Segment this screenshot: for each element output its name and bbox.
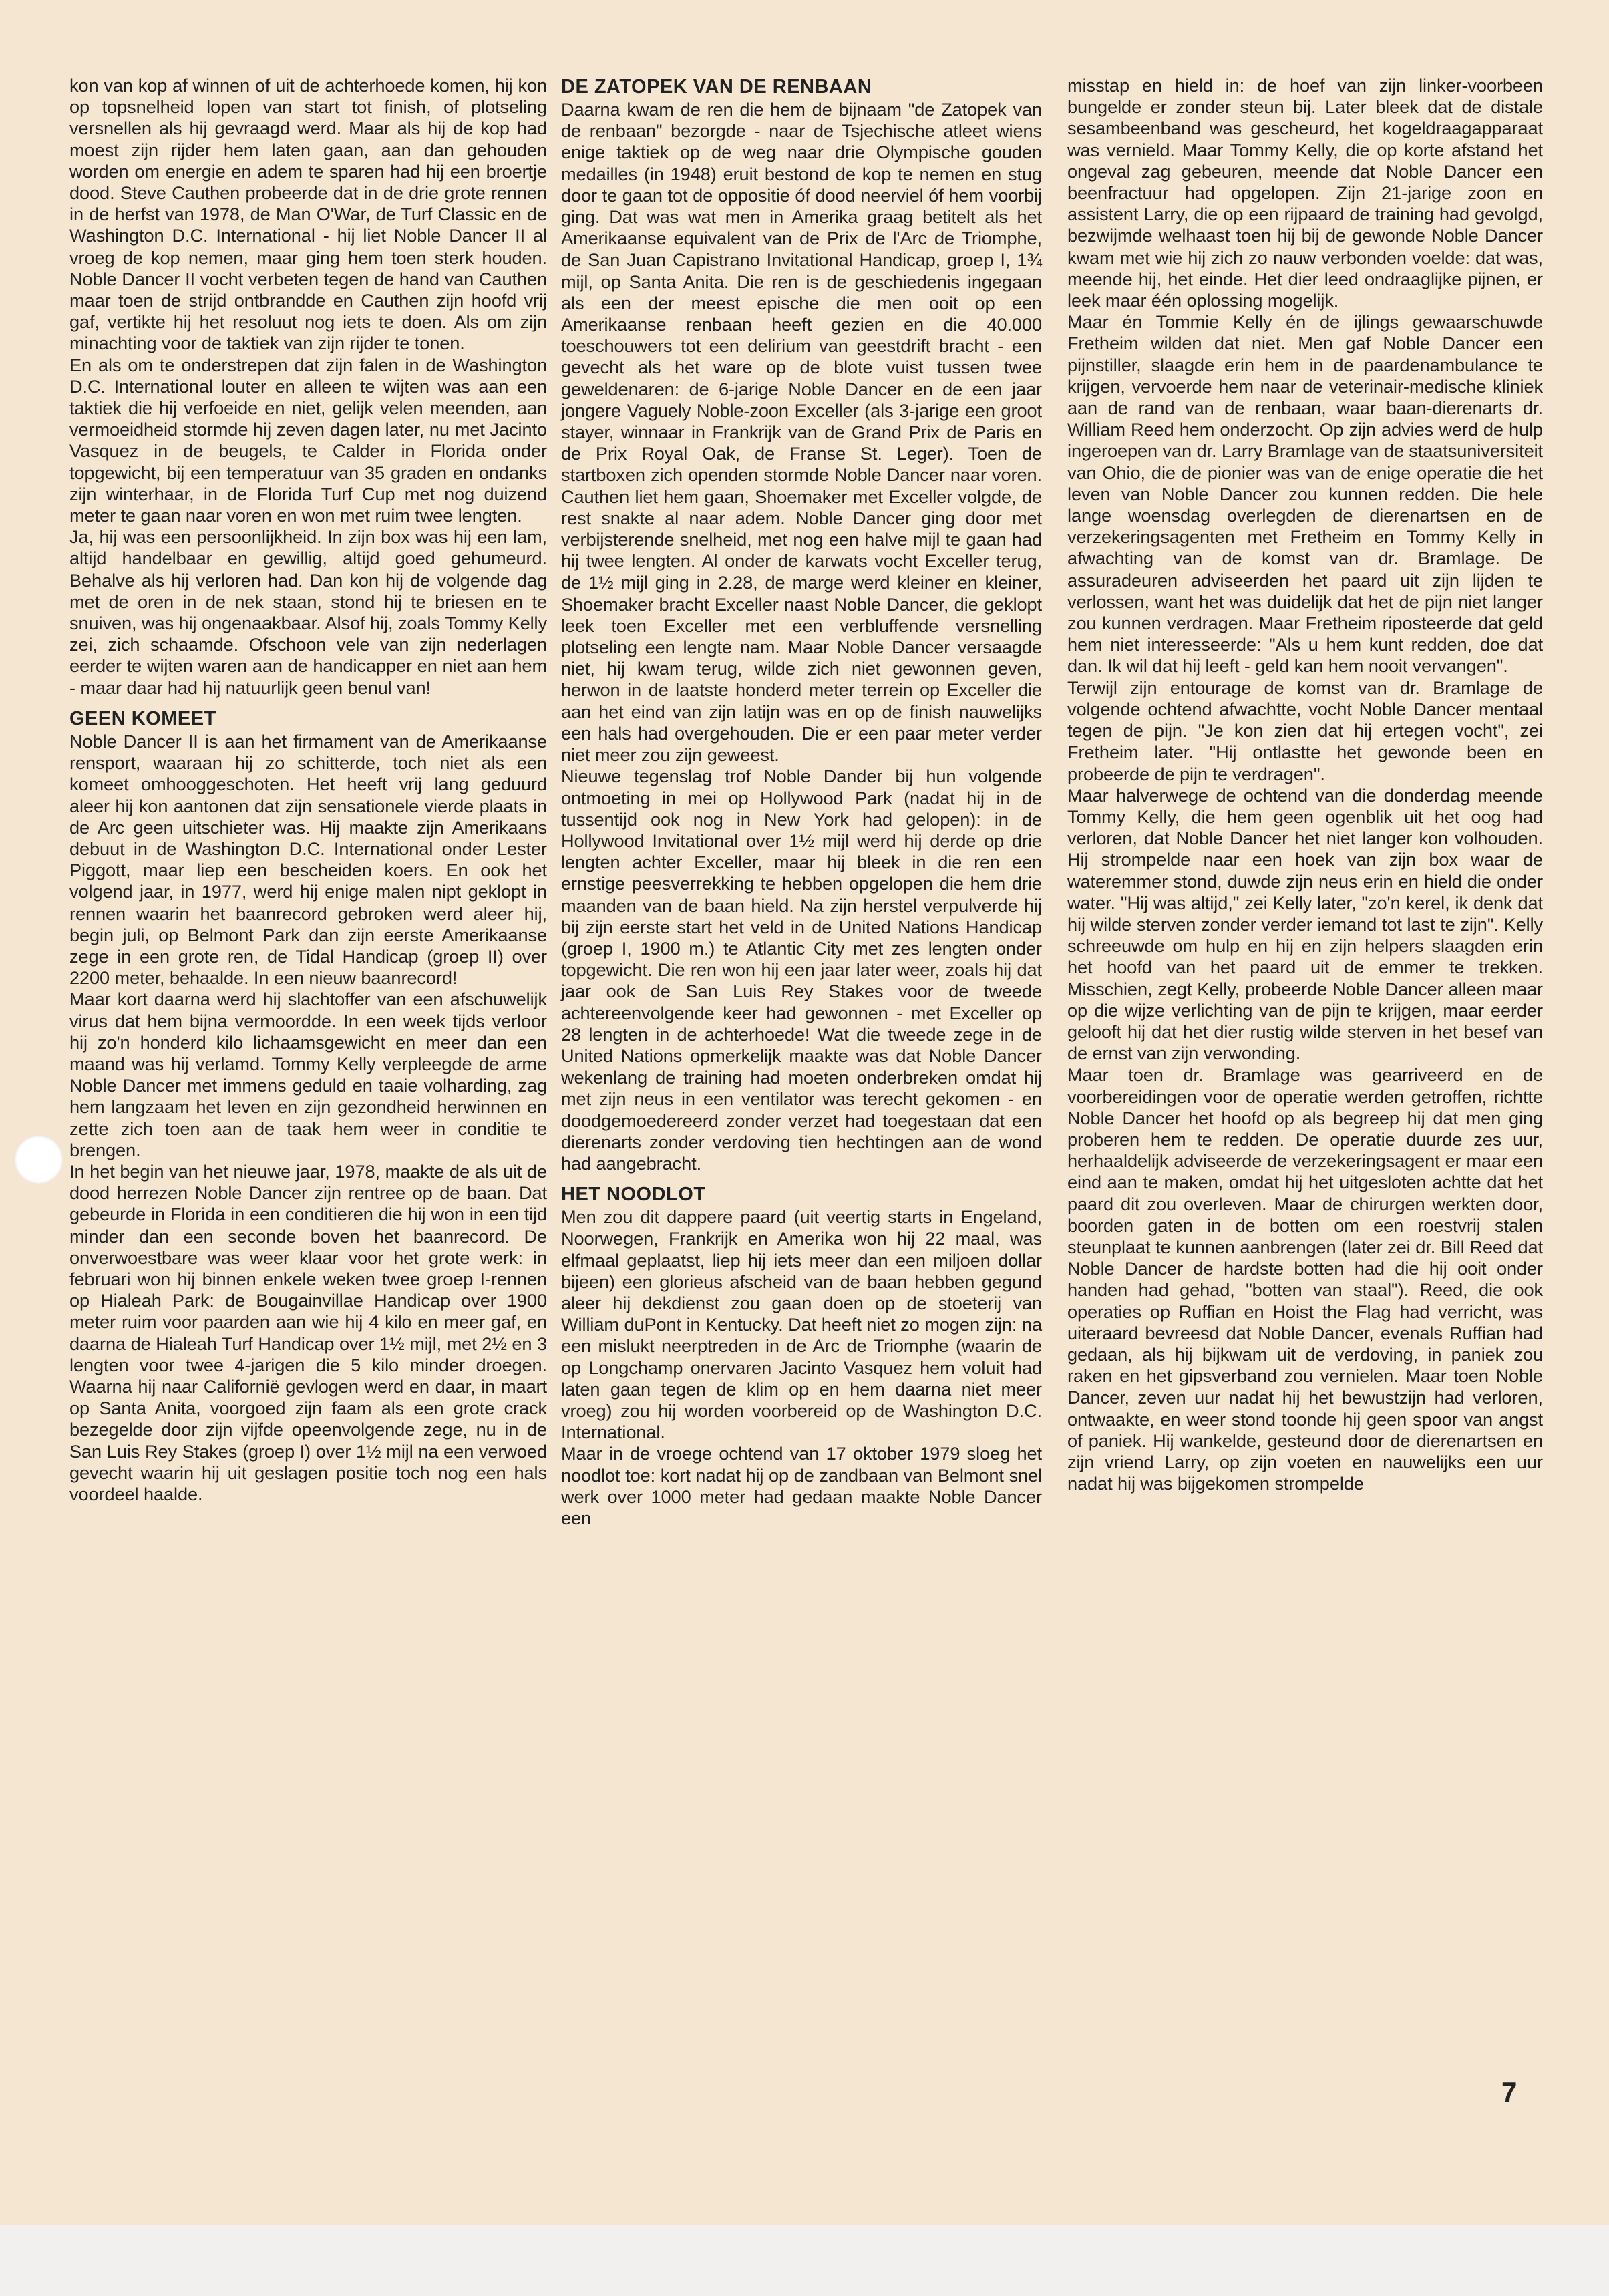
body-paragraph: kon van kop af winnen of uit de achterhoede komen, hij kon op topsnelheid lopen van start tot finish, of plotseling versnellen als hij gevraagd werd. Maar als hij de kop had moest zijn rijder hem laten gaan, aan dan gehouden worden om energie en adem te sparen had hij een broertje dood. Steve Cauthen probeerde dat in de drie grote rennen in de herfst van 1978, de Man O'War, de Turf Classic en de Washington D.C. International - hij liet Noble Dancer II al vroeg de kop nemen, maar ging hem toen sterk houden. Noble Dancer II vocht verbeten tegen de hand van Cauthen maar toen de strijd ontbrandde en Cauthen zijn hoofd vrij gaf, vertikte hij het resoluut nog iets te doen. Als om zijn minachting voor de taktiek van zijn rijder te tonen. — [69, 75, 547, 354]
body-paragraph: En als om te onderstrepen dat zijn falen in de Washington D.C. International louter en alleen te wijten was aan een taktiek die hij verfoeide en niet, gelijk velen meenden, aan vermoeidheid stormde hij zeven dagen later, nu met Jacinto Vasquez in de beugels, te Calder in Florida onder topgewicht, bij een temperatuur van 35 graden en ondanks zijn winterhaar, in de Florida Turf Cup met nog duizend meter te gaan naar voren en won met ruim twee lengten. — [69, 354, 547, 526]
text-column-left — [69, 75, 547, 1505]
body-paragraph: Maar kort daarna werd hij slachtoffer van een afschuwelijk virus dat hem bijna vermoordde. In een week tijds verloor hij zo'n honderd kilo lichaamsgewicht en meer dan een maand was hij verlamd. Tommy Kelly verpleegde de arme Noble Dancer met immens geduld en taaie volharding, zag hem langzaam het leven en zijn gezondheid herwinnen en zette zich toen aan de taak hem weer in conditie te brengen. — [69, 989, 547, 1160]
body-paragraph: Nieuwe tegenslag trof Noble Dander bij hun volgende ontmoeting in mei op Hollywood Park (nadat hij in de tussentijd ook nog in New York had gelopen): in de Hollywood Invitational over 1½ mijl werd hij derde op drie lengten achter Exceller, maar hij bleek in die ren een ernstige peesverrekking te hebben opgelopen die hem drie maanden van de baan hield. Na zijn herstel verpulverde hij bij zijn eerste start het veld in de United Nations Handicap (groep I, 1900 m.) te Atlantic City met zes lengten onder topgewicht. Die ren won hij een jaar later weer, zoals hij dat jaar ook de San Luis Rey Stakes voor de tweede achtereenvolgende keer had gewonnen - met Exceller op 28 lengten in de achterhoede! Wat die tweede zege in de United Nations opmerkelijk maakte was dat Noble Dancer wekenlang de training had moeten onderbreken omdat hij met zijn neus in een ventilator was terecht gekomen - en doodgemoedereerd zonder verzet had toegestaan dat een dierenarts zonder verdoving tien hechtingen aan de wond had aangebracht. — [561, 766, 1042, 1174]
text-column-middle — [561, 75, 1042, 1529]
text-column-right — [1067, 75, 1543, 1494]
punch-hole — [15, 1136, 63, 1184]
body-paragraph: Maar halverwege de ochtend van die donderdag meende Tommy Kelly, die hem geen ogenblik uit het oog had verloren, dat Noble Dancer het niet langer kon volhouden. Hij strompelde naar een hoek van zijn box waar de wateremmer stond, duwde zijn neus erin en hield die onder water. "Hij was altijd," zei Kelly later, "zo'n kerel, ik denk dat hij wilde sterven zonder verder iemand tot last te zijn". Kelly schreeuwde om hulp en hij en zijn helpers slaagden erin het hoofd van het paard uit de emmer te trekken. Misschien, zegt Kelly, probeerde Noble Dancer alleen maar op die wijze verlichting van de pijn te krijgen, maar eerder gelooft hij dat het dier rustig wilde sterven in het besef van de ernst van zijn verwonding. — [1067, 784, 1543, 1064]
body-paragraph: Terwijl zijn entourage de komst van dr. Bramlage de volgende ochtend afwachtte, vocht Noble Dancer mentaal tegen de pijn. "Je kon zien dat hij ertegen vocht", zei Fretheim later. "Hij ontlastte het gewonde been en probeerde de pijn te verdragen". — [1067, 677, 1543, 784]
body-paragraph: Maar toen dr. Bramlage was gearriveerd en de voorbereidingen voor de operatie werden getroffen, richtte Noble Dancer het hoofd op als begreep hij dat men ging proberen hem te redden. De operatie duurde zes uur, herhaaldelijk adviseerde de verzekeringsagent er maar een eind aan te maken, omdat hij het uitgesloten achtte dat het paard dit zou overleven. Maar de chirurgen werkten door, boorden gaten in de botten om een roestvrij stalen steunplaat te kunnen aanbrengen (later zei dr. Bill Reed dat Noble Dancer de hardste botten had die hij ooit onder handen had gehad, "botten van staal"). Reed, die ook operaties op Ruffian en Hoist the Flag had verricht, was uiteraard bevreesd dat Noble Dancer, evenals Ruffian had gedaan, als hij bijkwam uit de verdoving, in paniek zou raken en het gipsverband zou vernielen. Maar toen Noble Dancer, zeven uur nadat hij het bewustzijn had verloren, ontwaakte, en weer stond toonde hij geen spoor van angst of paniek. Hij wankelde, gesteund door de dierenartsen en zijn vriend Larry, op zijn voeten en nauwelijks een uur nadat hij was bijgekomen strompelde — [1067, 1064, 1543, 1494]
page-number: 7 — [1501, 2076, 1517, 2108]
body-paragraph: Ja, hij was een persoonlijkheid. In zijn box was hij een lam, altijd handelbaar en gewillig, altijd goed gehumeurd. Behalve als hij verloren had. Dan kon hij de volgende dag met de oren in de nek staan, stond hij te briesen en te snuiven, was hij ongenaakbaar. Alsof hij, zoals Tommy Kelly zei, zich schaamde. Ofschoon vele van zijn nederlagen eerder te wijten waren aan de handicapper en niet aan hem - maar daar had hij natuurlijk geen benul van! — [69, 526, 547, 698]
section-heading-geen-komeet: GEEN KOMEET — [69, 707, 216, 729]
body-paragraph: Maar in de vroege ochtend van 17 oktober 1979 sloeg het noodlot toe: kort nadat hij op de zandbaan van Belmont snel werk over 1000 meter had gedaan maakte Noble Dancer een — [561, 1443, 1042, 1528]
bottom-margin — [0, 2225, 1609, 2296]
section-heading-zatopek: DE ZATOPEK VAN DE RENBAAN — [561, 76, 872, 98]
section-heading-noodlot: HET NOODLOT — [561, 1184, 706, 1206]
body-paragraph: Daarna kwam de ren die hem de bijnaam "de Zatopek van de renbaan" bezorgde - naar de Tsjechische atleet wiens enige taktiek op de weg naar drie Olympische gouden medailles (in 1948) eruit bestond de kop te nemen en stug door te gaan tot de oppositie óf dood neerviel óf hem voorbij ging. Dat was wat men in Amerika graag betitelt als het Amerikaanse equivalent van de Prix de l'Arc de Triomphe, de San Juan Capistrano Invitational Handicap, groep I, 1¾ mijl, op Santa Anita. Die ren is de geschiedenis ingegaan als een der meest epische die men ooit op een Amerikaanse renbaan heeft gezien en die 40.000 toeschouwers tot een delirium van geestdrift bracht - een gevecht als het ware op de blote vuist tussen twee geweldenaren: de 6-jarige Noble Dancer en de een jaar jongere Vaguely Noble-zoon Exceller (als 3-jarige een groot stayer, winnaar in Frankrijk van de Grand Prix de Paris en de Prix Royal Oak, de Franse St. Leger). Toen de startboxen zich openden stormde Noble Dancer naar voren. Cauthen liet hem gaan, Shoemaker met Exceller volgde, de rest snakte al naar adem. Noble Dancer ging door met verbijsterende snelheid, met nog een halve mijl te gaan had hij twee lengten. Al onder de karwats vocht Exceller terug, de 1½ mijl ging in 2.28, de marge werd kleiner en kleiner, Shoemaker bracht Exceller naast Noble Dancer, die geklopt leek toen Exceller met een verbluffende versnelling plotseling een lengte nam. Maar Noble Dancer versaagde niet, hij kwam terug, wilde zich niet gewonnen geven, herwon in de laatste honderd meter terrein op Exceller die aan het eind van zijn latijn was en op de finish nauwelijks een hals had overgehouden. Die er een paar meter verder niet meer zou zijn geweest. — [561, 99, 1042, 766]
body-paragraph: Noble Dancer II is aan het firmament van de Amerikaanse rensport, waaraan hij zo schitterde, toch niet als een komeet omhooggeschoten. Het heeft vrij lang geduurd aleer hij kon aantonen dat zijn sensationele vierde plaats in de Arc geen uitschieter was. Hij maakte zijn Amerikaans debuut in de Washington D.C. International onder Lester Piggott, maar liep een bescheiden koers. En ook het volgend jaar, in 1977, werd hij enige malen nipt geklopt in rennen waarin het baanrecord gebroken werd aleer hij, begin juli, op Belmont Park dan zijn eerste Amerikaanse zege in een grote ren, de Tidal Handicap (groep II) over 2200 meter, behaalde. In een nieuw baanrecord! — [69, 730, 547, 989]
body-paragraph: Maar én Tommie Kelly én de ijlings gewaarschuwde Fretheim wilden dat niet. Men gaf Noble Dancer een pijnstiller, slaagde erin hem in de paardenambulance te krijgen, vervoerde hem naar de veterinair-medische kliniek aan de rand van de renbaan, waar baan-dierenarts dr. William Reed hem onderzocht. Op zijn advies werd de hulp ingeroepen van dr. Larry Bramlage van de staatsuniversiteit van Ohio, die de pionier was van de enige operatie die het leven van Noble Dancer zou kunnen redden. Die hele lange woensdag overlegden de dierenartsen en de verzekeringsagenten met Fretheim en Tommy Kelly in afwachting van de komst van dr. Bramlage. De assuradeuren adviseerden het paard uit zijn lijden te verlossen, want het was duidelijk dat het de pijn niet langer zou kunnen verdragen. Maar Fretheim riposteerde dat geld hem niet interesseerde: "Als u hem kunt redden, doe dat dan. Ik wil dat hij leeft - geld kan hem nooit vervangen". — [1067, 311, 1543, 677]
body-paragraph: misstap en hield in: de hoef van zijn linker-voorbeen bungelde er zonder steun bij. Later bleek dat de distale sesambeenband was gescheurd, het kogeldraagapparaat was vernield. Maar Tommy Kelly, die op korte afstand het ongeval zag gebeuren, meende dat Noble Dancer een beenfractuur had opgelopen. Zijn 21-jarige zoon en assistent Larry, die op een rijpaard de training had gevolgd, bezwijmde welhaast toen hij bij de gewonde Noble Dancer kwam met wie hij zich zo nauw verbonden voelde: dat was, meende hij, het einde. Het dier leed ondraaglijke pijnen, er leek maar één oplossing mogelijk. — [1067, 75, 1543, 311]
body-paragraph: Men zou dit dappere paard (uit veertig starts in Engeland, Noorwegen, Frankrijk en Amerika won hij 22 maal, was elfmaal geplaatst, liep hij iets meer dan een miljoen dollar bijeen) een glorieus afscheid van de baan hebben gegund aleer hij dekdienst zou gaan doen op de stoeterij van William duPont in Kentucky. Dat heeft niet zo mogen zijn: na een mislukt neerptreden in de Arc de Triomphe (waarin de op Longchamp onervaren Jacinto Vasquez hem voluit had laten gaan tegen de klim op en hem daarna niet meer vroeg) zou hij worden voorbereid op de Washington D.C. International. — [561, 1206, 1042, 1443]
body-paragraph: In het begin van het nieuwe jaar, 1978, maakte de als uit de dood herrezen Noble Dancer zijn rentree op de baan. Dat gebeurde in Florida in een conditieren die hij won in een tijd minder dan een seconde boven het baanrecord. De onverwoestbare was weer klaar voor het grote werk: in februari won hij binnen enkele weken twee groep I-rennen op Hialeah Park: de Bougainvillae Handicap over 1900 meter ruim voor paarden aan wie hij 4 kilo en meer gaf, en daarna de Hialeah Turf Handicap over 1½ mijl, met 2½ en 3 lengten voor twee 4-jarigen die 5 kilo minder droegen. Waarna hij naar Californië gevlogen werd en daar, in maart op Santa Anita, voorgoed zijn faam als een grote crack bezegelde door zijn vijfde opeenvolgende zege, nu in de San Luis Rey Stakes (groep I) over 1½ mijl na een verwoed gevecht waarin hij uit geslagen positie toch nog een hals voordeel haalde. — [69, 1160, 547, 1504]
